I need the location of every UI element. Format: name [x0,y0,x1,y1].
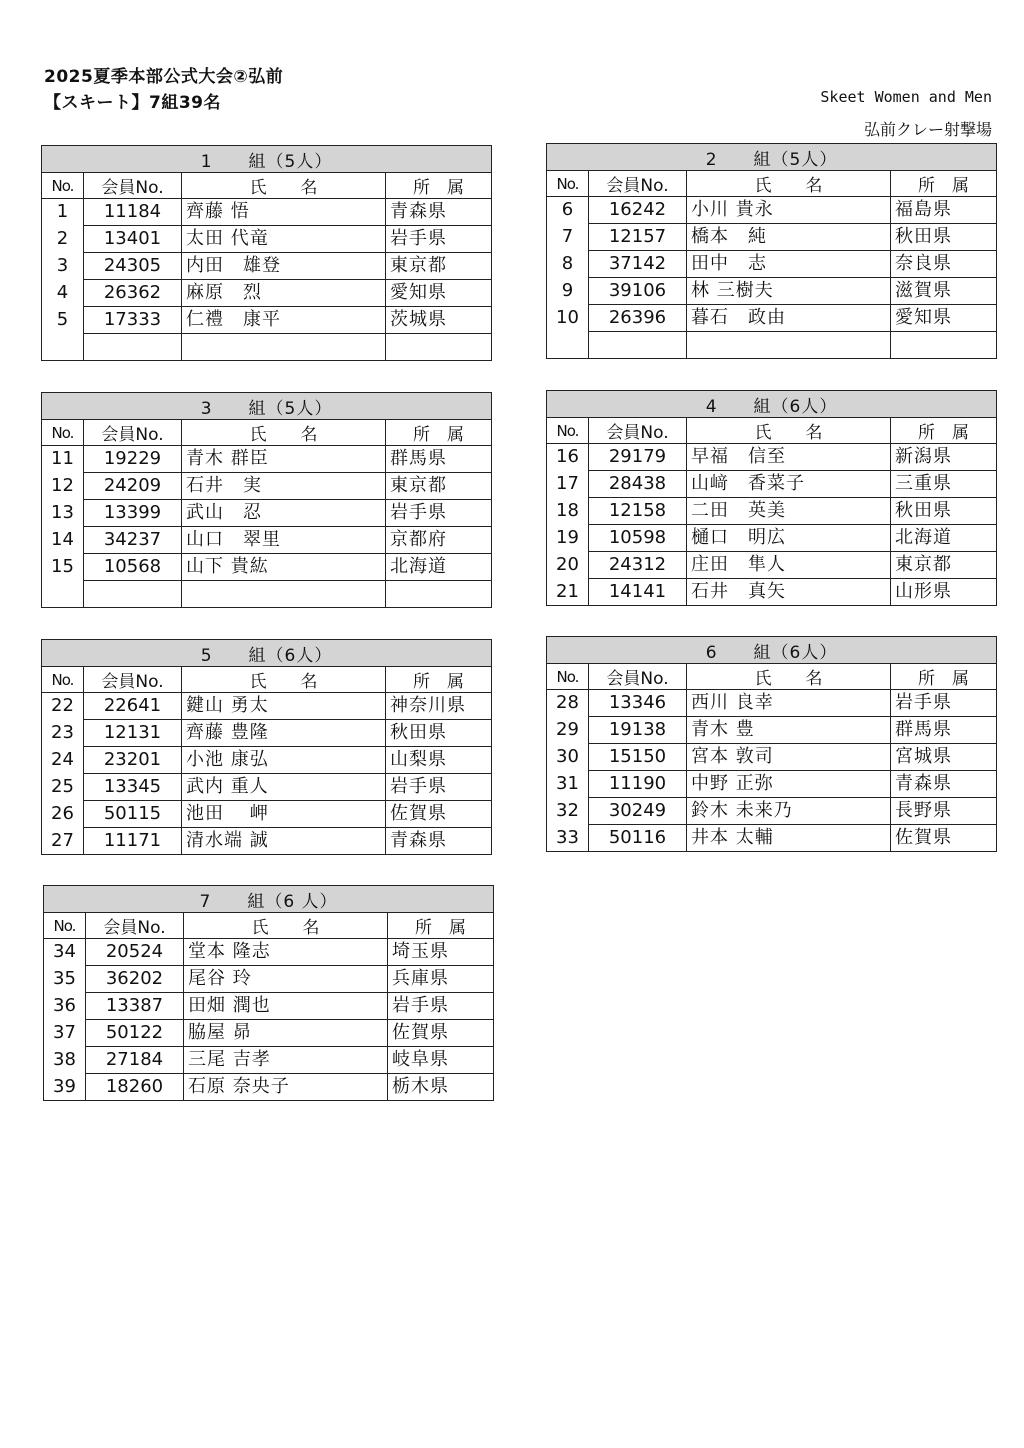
entry-no: 11 [42,446,84,473]
group-table-1 [41,145,492,361]
col-header-member: 会員No. [589,418,687,444]
affiliation: 愛知県 [891,305,997,332]
player-name: 堂本 隆志 [184,939,388,966]
player-name: 山口 翠里 [182,527,386,554]
member-no: 10598 [589,525,687,552]
group-table-3 [41,392,492,608]
entry-no: 17 [547,471,589,498]
member-no: 13345 [84,774,182,801]
col-header-name: 氏 名 [184,913,388,939]
col-header-no: No. [547,171,589,197]
affiliation: 山梨県 [386,747,492,774]
col-header-affiliation: 所 属 [891,418,997,444]
table-row [42,747,492,774]
affiliation: 奈良県 [891,251,997,278]
empty-cell [42,334,84,361]
member-no: 19138 [589,717,687,744]
affiliation: 秋田県 [891,224,997,251]
affiliation: 茨城県 [386,307,492,334]
affiliation: 神奈川県 [386,693,492,720]
table-row [44,966,494,993]
col-header-affiliation: 所 属 [386,420,492,446]
table-row [547,525,997,552]
table-row [44,939,494,966]
empty-cell [547,332,589,359]
affiliation: 青森県 [386,828,492,855]
member-no: 26396 [589,305,687,332]
member-no: 19229 [84,446,182,473]
entry-no: 24 [42,747,84,774]
player-name: 清水端 誠 [182,828,386,855]
entry-no: 1 [42,199,84,226]
group-title: 6 組（6人） [547,637,997,664]
entry-no: 19 [547,525,589,552]
player-name: 尾谷 玲 [184,966,388,993]
affiliation: 福島県 [891,197,997,224]
entry-no: 23 [42,720,84,747]
member-no: 20524 [86,939,184,966]
entry-no: 15 [42,554,84,581]
affiliation: 京都府 [386,527,492,554]
affiliation: 東京都 [386,473,492,500]
member-no: 16242 [589,197,687,224]
entry-no: 34 [44,939,86,966]
player-name: 中野 正弥 [687,771,891,798]
member-no: 18260 [86,1074,184,1101]
table-row [547,251,997,278]
affiliation: 岐阜県 [388,1047,494,1074]
entry-no: 5 [42,307,84,334]
affiliation: 青森県 [891,771,997,798]
entry-no: 38 [44,1047,86,1074]
player-name: 仁禮 康平 [182,307,386,334]
member-no: 24209 [84,473,182,500]
group-title: 5 組（6人） [42,640,492,667]
col-header-name: 氏 名 [182,173,386,199]
affiliation: 宮城県 [891,744,997,771]
entry-no: 2 [42,226,84,253]
player-name: 田畑 潤也 [184,993,388,1020]
table-row [547,444,997,471]
col-header-member: 会員No. [84,173,182,199]
entry-no: 28 [547,690,589,717]
col-header-member: 会員No. [84,667,182,693]
affiliation: 群馬県 [386,446,492,473]
affiliation: 岩手県 [386,774,492,801]
member-no: 50122 [86,1020,184,1047]
affiliation: 岩手県 [386,226,492,253]
empty-cell [42,581,84,608]
empty-row [42,334,492,361]
member-no: 12157 [589,224,687,251]
entry-no: 18 [547,498,589,525]
player-name: 石井 真矢 [687,579,891,606]
affiliation: 佐賀県 [891,825,997,852]
col-header-member: 会員No. [84,420,182,446]
table-row [44,1020,494,1047]
col-header-member: 会員No. [589,171,687,197]
entry-no: 9 [547,278,589,305]
table-row [547,690,997,717]
table-row [42,720,492,747]
col-header-affiliation: 所 属 [386,667,492,693]
col-header-member: 会員No. [86,913,184,939]
player-name: 宮本 敦司 [687,744,891,771]
player-name: 早福 信至 [687,444,891,471]
player-name: 武内 重人 [182,774,386,801]
player-name: 小池 康弘 [182,747,386,774]
col-header-name: 氏 名 [687,664,891,690]
entry-no: 26 [42,801,84,828]
affiliation: 三重県 [891,471,997,498]
group-title: 4 組（6人） [547,391,997,418]
member-no: 13401 [84,226,182,253]
empty-cell [182,581,386,608]
col-header-name: 氏 名 [182,667,386,693]
member-no: 50116 [589,825,687,852]
document-title: 2025夏季本部公式大会②弘前 [44,67,284,87]
affiliation: 岩手県 [386,500,492,527]
table-row [547,579,997,606]
table-row [42,828,492,855]
empty-cell [386,334,492,361]
entry-no: 7 [547,224,589,251]
group-table-6 [546,636,997,852]
entry-no: 8 [547,251,589,278]
table-row [547,305,997,332]
table-row [547,552,997,579]
member-no: 34237 [84,527,182,554]
table-row [547,717,997,744]
member-no: 14141 [589,579,687,606]
affiliation: 埼玉県 [388,939,494,966]
venue-name: 弘前クレー射撃場 [863,120,992,139]
entry-no: 22 [42,693,84,720]
player-name: 太田 代竜 [182,226,386,253]
player-name: 齊藤 豊隆 [182,720,386,747]
player-name: 暮石 政由 [687,305,891,332]
player-name: 石井 実 [182,473,386,500]
table-row [42,280,492,307]
entry-no: 25 [42,774,84,801]
table-row [547,744,997,771]
player-name: 青木 豊 [687,717,891,744]
col-header-no: No. [44,913,86,939]
affiliation: 山形県 [891,579,997,606]
table-row [42,500,492,527]
table-row [42,774,492,801]
affiliation: 秋田県 [386,720,492,747]
player-name: 鍵山 勇太 [182,693,386,720]
empty-cell [589,332,687,359]
affiliation: 長野県 [891,798,997,825]
player-name: 内田 雄登 [182,253,386,280]
player-name: 脇屋 昴 [184,1020,388,1047]
affiliation: 東京都 [386,253,492,280]
entry-no: 16 [547,444,589,471]
member-no: 12131 [84,720,182,747]
col-header-no: No. [547,418,589,444]
affiliation: 佐賀県 [388,1020,494,1047]
player-name: 石原 奈央子 [184,1074,388,1101]
table-row [547,197,997,224]
member-no: 36202 [86,966,184,993]
empty-cell [687,332,891,359]
player-name: 山下 貴紘 [182,554,386,581]
col-header-affiliation: 所 属 [386,173,492,199]
member-no: 22641 [84,693,182,720]
member-no: 10568 [84,554,182,581]
group-table-7 [43,885,494,1101]
table-row [547,771,997,798]
member-no: 11190 [589,771,687,798]
member-no: 23201 [84,747,182,774]
player-name: 山﨑 香菜子 [687,471,891,498]
player-name: 二田 英美 [687,498,891,525]
empty-cell [182,334,386,361]
player-name: 樋口 明広 [687,525,891,552]
col-header-no: No. [42,420,84,446]
member-no: 11184 [84,199,182,226]
document-subtitle: 【スキート】7組39名 [44,93,221,113]
col-header-no: No. [42,667,84,693]
affiliation: 愛知県 [386,280,492,307]
empty-cell [84,334,182,361]
affiliation: 岩手県 [891,690,997,717]
entry-no: 37 [44,1020,86,1047]
col-header-affiliation: 所 属 [891,664,997,690]
affiliation: 群馬県 [891,717,997,744]
entry-no: 21 [547,579,589,606]
entry-no: 14 [42,527,84,554]
table-row [42,446,492,473]
member-no: 39106 [589,278,687,305]
member-no: 30249 [589,798,687,825]
col-header-no: No. [547,664,589,690]
player-name: 池田 岬 [182,801,386,828]
entry-no: 30 [547,744,589,771]
table-row [547,498,997,525]
table-row [547,278,997,305]
member-no: 50115 [84,801,182,828]
table-row [42,801,492,828]
empty-cell [84,581,182,608]
member-no: 27184 [86,1047,184,1074]
affiliation: 岩手県 [388,993,494,1020]
affiliation: 青森県 [386,199,492,226]
table-row [42,693,492,720]
member-no: 24312 [589,552,687,579]
table-row [44,1074,494,1101]
player-name: 青木 群臣 [182,446,386,473]
member-no: 15150 [589,744,687,771]
col-header-name: 氏 名 [687,171,891,197]
entry-no: 33 [547,825,589,852]
affiliation: 佐賀県 [386,801,492,828]
member-no: 37142 [589,251,687,278]
entry-no: 29 [547,717,589,744]
member-no: 26362 [84,280,182,307]
table-row [547,798,997,825]
player-name: 西川 良幸 [687,690,891,717]
table-row [42,199,492,226]
table-row [44,993,494,1020]
affiliation: 北海道 [386,554,492,581]
empty-cell [386,581,492,608]
empty-row [42,581,492,608]
player-name: 井本 太輔 [687,825,891,852]
member-no: 17333 [84,307,182,334]
entry-no: 32 [547,798,589,825]
member-no: 12158 [589,498,687,525]
table-row [42,527,492,554]
player-name: 武山 忍 [182,500,386,527]
member-no: 13399 [84,500,182,527]
member-no: 24305 [84,253,182,280]
table-row [547,224,997,251]
player-name: 林 三樹夫 [687,278,891,305]
event-name-en: Skeet Women and Men [820,88,992,106]
entry-no: 31 [547,771,589,798]
entry-no: 39 [44,1074,86,1101]
table-row [42,307,492,334]
empty-row [547,332,997,359]
player-name: 田中 志 [687,251,891,278]
affiliation: 兵庫県 [388,966,494,993]
player-name: 齊藤 悟 [182,199,386,226]
entry-no: 12 [42,473,84,500]
player-name: 庄田 隼人 [687,552,891,579]
entry-no: 13 [42,500,84,527]
entry-no: 3 [42,253,84,280]
group-table-5 [41,639,492,855]
empty-cell [891,332,997,359]
entry-no: 6 [547,197,589,224]
entry-no: 36 [44,993,86,1020]
affiliation: 新潟県 [891,444,997,471]
table-row [547,825,997,852]
affiliation: 秋田県 [891,498,997,525]
affiliation: 東京都 [891,552,997,579]
entry-no: 10 [547,305,589,332]
table-row [42,226,492,253]
affiliation: 栃木県 [388,1074,494,1101]
entry-no: 20 [547,552,589,579]
col-header-affiliation: 所 属 [388,913,494,939]
col-header-no: No. [42,173,84,199]
player-name: 小川 貴永 [687,197,891,224]
col-header-name: 氏 名 [182,420,386,446]
document-header [44,64,283,116]
col-header-affiliation: 所 属 [891,171,997,197]
player-name: 三尾 吉孝 [184,1047,388,1074]
affiliation: 北海道 [891,525,997,552]
player-name: 麻原 烈 [182,280,386,307]
member-no: 13346 [589,690,687,717]
table-row [42,253,492,280]
member-no: 11171 [84,828,182,855]
table-row [44,1047,494,1074]
player-name: 橋本 純 [687,224,891,251]
affiliation: 滋賀県 [891,278,997,305]
player-name: 鈴木 未来乃 [687,798,891,825]
group-table-2 [546,143,997,359]
group-title: 7 組（6 人） [44,886,494,913]
entry-no: 4 [42,280,84,307]
table-row [42,473,492,500]
member-no: 29179 [589,444,687,471]
group-title: 2 組（5人） [547,144,997,171]
col-header-name: 氏 名 [687,418,891,444]
group-table-4 [546,390,997,606]
member-no: 13387 [86,993,184,1020]
member-no: 28438 [589,471,687,498]
table-row [42,554,492,581]
col-header-member: 会員No. [589,664,687,690]
group-title: 1 組（5人） [42,146,492,173]
entry-no: 35 [44,966,86,993]
table-row [547,471,997,498]
entry-no: 27 [42,828,84,855]
group-title: 3 組（5人） [42,393,492,420]
